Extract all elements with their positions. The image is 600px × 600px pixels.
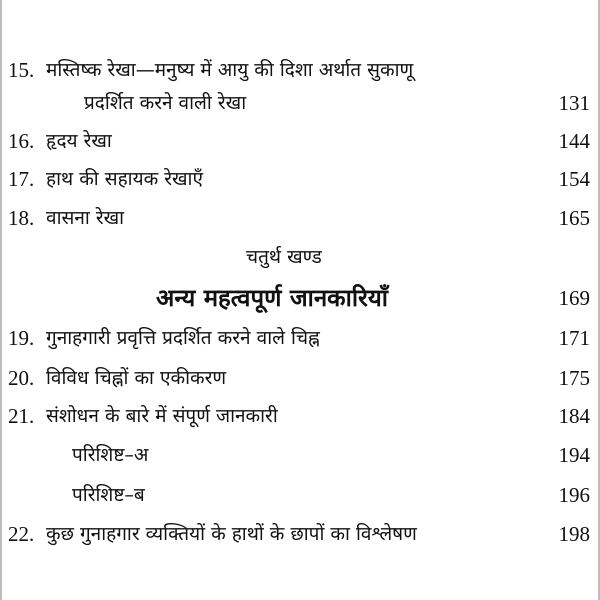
toc-entry-18 bbox=[0, 203, 600, 233]
entry-number: 22. bbox=[8, 522, 35, 546]
toc-appendix-b bbox=[0, 480, 600, 510]
entry-page: 198 bbox=[558, 522, 590, 546]
entry-number: 16. bbox=[8, 129, 35, 153]
entry-page: 194 bbox=[558, 443, 590, 467]
entry-title: विविध चिह्नों का एकीकरण bbox=[46, 367, 227, 389]
entry-page: 154 bbox=[558, 167, 590, 191]
toc-entry-19 bbox=[0, 323, 600, 353]
entry-page: 144 bbox=[558, 129, 590, 153]
entry-title: कुछ गुनाहगार व्यक्तियों के हाथों के छापों का विश्लेषण bbox=[46, 523, 417, 545]
entry-page: 175 bbox=[558, 366, 590, 390]
section-page: 169 bbox=[558, 286, 590, 310]
entry-number: 18. bbox=[8, 206, 35, 230]
toc-appendix-a bbox=[0, 440, 600, 470]
entry-number: 19. bbox=[8, 326, 35, 350]
entry-number: 17. bbox=[8, 167, 35, 191]
toc-entry-15 bbox=[0, 55, 600, 85]
entry-page: 171 bbox=[558, 326, 590, 350]
entry-title: हाथ की सहायक रेखाएँ bbox=[46, 168, 203, 190]
entry-title: वासना रेखा bbox=[46, 207, 125, 229]
entry-title: प्रदर्शित करने वाली रेखा bbox=[84, 92, 247, 114]
toc-entry-15-continued bbox=[0, 88, 600, 118]
toc-entry-17 bbox=[0, 164, 600, 194]
section-title: अन्य महत्वपूर्ण जानकारियाँ bbox=[156, 284, 388, 312]
entry-number: 15. bbox=[8, 58, 35, 82]
entry-title: परिशिष्ट–ब bbox=[72, 484, 145, 506]
entry-page: 165 bbox=[558, 206, 590, 230]
section-label: चतुर्थ खण्ड bbox=[246, 246, 322, 268]
entry-title: संशोधन के बारे में संपूर्ण जानकारी bbox=[46, 405, 278, 427]
toc-entry-21 bbox=[0, 401, 600, 431]
toc-entry-16 bbox=[0, 126, 600, 156]
entry-page: 184 bbox=[558, 404, 590, 428]
entry-number: 21. bbox=[8, 404, 35, 428]
entry-page: 131 bbox=[558, 91, 590, 115]
entry-number: 20. bbox=[8, 366, 35, 390]
entry-page: 196 bbox=[558, 483, 590, 507]
entry-title: परिशिष्ट–अ bbox=[72, 444, 149, 466]
entry-title: हृदय रेखा bbox=[46, 130, 112, 152]
entry-title: गुनाहगारी प्रवृत्ति प्रदर्शित करने वाले चिह्न bbox=[46, 327, 320, 349]
toc-entry-22 bbox=[0, 519, 600, 549]
entry-title: मस्तिष्क रेखा—मनुष्य में आयु की दिशा अर्थात सुकाणू bbox=[46, 59, 414, 81]
toc-entry-20 bbox=[0, 363, 600, 393]
